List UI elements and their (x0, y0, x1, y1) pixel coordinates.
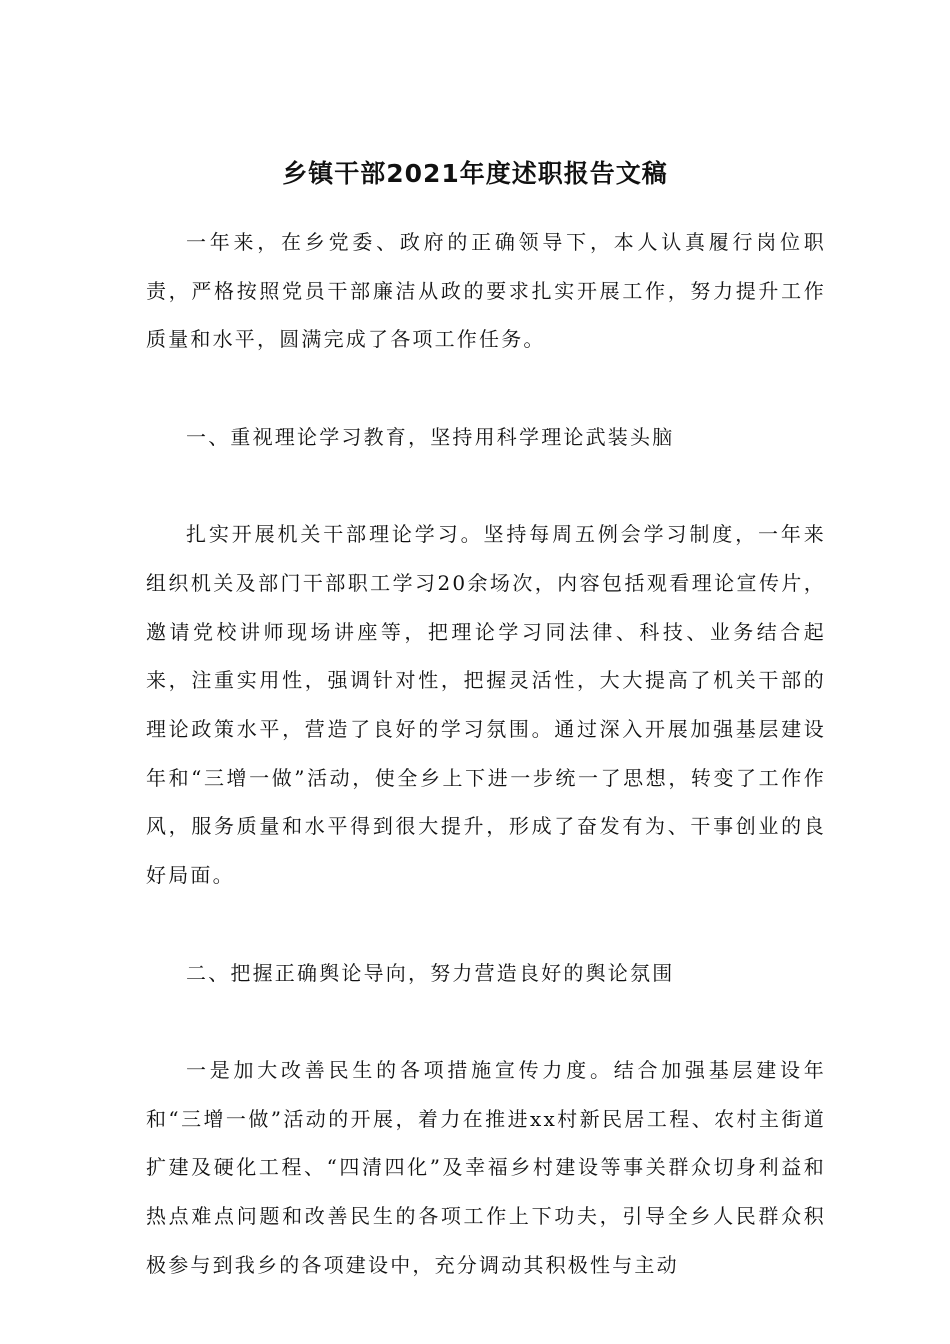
section-heading-2: 二、把握正确舆论导向，努力营造良好的舆论氛围 (186, 960, 675, 985)
document-title: 乡镇干部2021年度述职报告文稿 (282, 159, 668, 188)
intro-paragraph: 一年来，在乡党委、政府的正确领导下，本人认真履行岗位职责，严格按照党员干部廉洁从政的要求扎实开展工作，努力提升工作质量和水平，圆满完成了各项工作任务。 (146, 230, 826, 352)
paragraph-spacer (146, 364, 826, 413)
document-body (146, 218, 826, 1289)
section-2-paragraph: 一是加大改善民生的各项措施宣传力度。结合加强基层建设年和“三增一做”活动的开展，着力在推进xx村新民居工程、农村主街道扩建及硬化工程、“四清四化”及幸福乡村建设等事关群众切身利益和热点难点问题和改善民生的各项工作上下功夫，引导全乡人民群众积极参与到我乡的各项建设中，充分调动其积极性与主动 (146, 1057, 826, 1277)
section-heading-1: 一、重视理论学习教育，坚持用科学理论武装头脑 (186, 424, 675, 449)
paragraph-spacer (146, 900, 826, 949)
paragraph-spacer (146, 997, 826, 1046)
section-1-paragraph: 扎实开展机关干部理论学习。坚持每周五例会学习制度，一年来组织机关及部门干部职工学习20余场次，内容包括观看理论宣传片，邀请党校讲师现场讲座等，把理论学习同法律、科技、业务结合起来，注重实用性，强调针对性，把握灵活性，大大提高了机关干部的理论政策水平，营造了良好的学习氛围。通过深入开展加强基层建设年和“三增一做”活动，使全乡上下进一步统一了思想，转变了工作作风，服务质量和水平得到很大提升，形成了奋发有为、干事创业的良好局面。 (146, 522, 826, 888)
paragraph-spacer (146, 462, 826, 511)
